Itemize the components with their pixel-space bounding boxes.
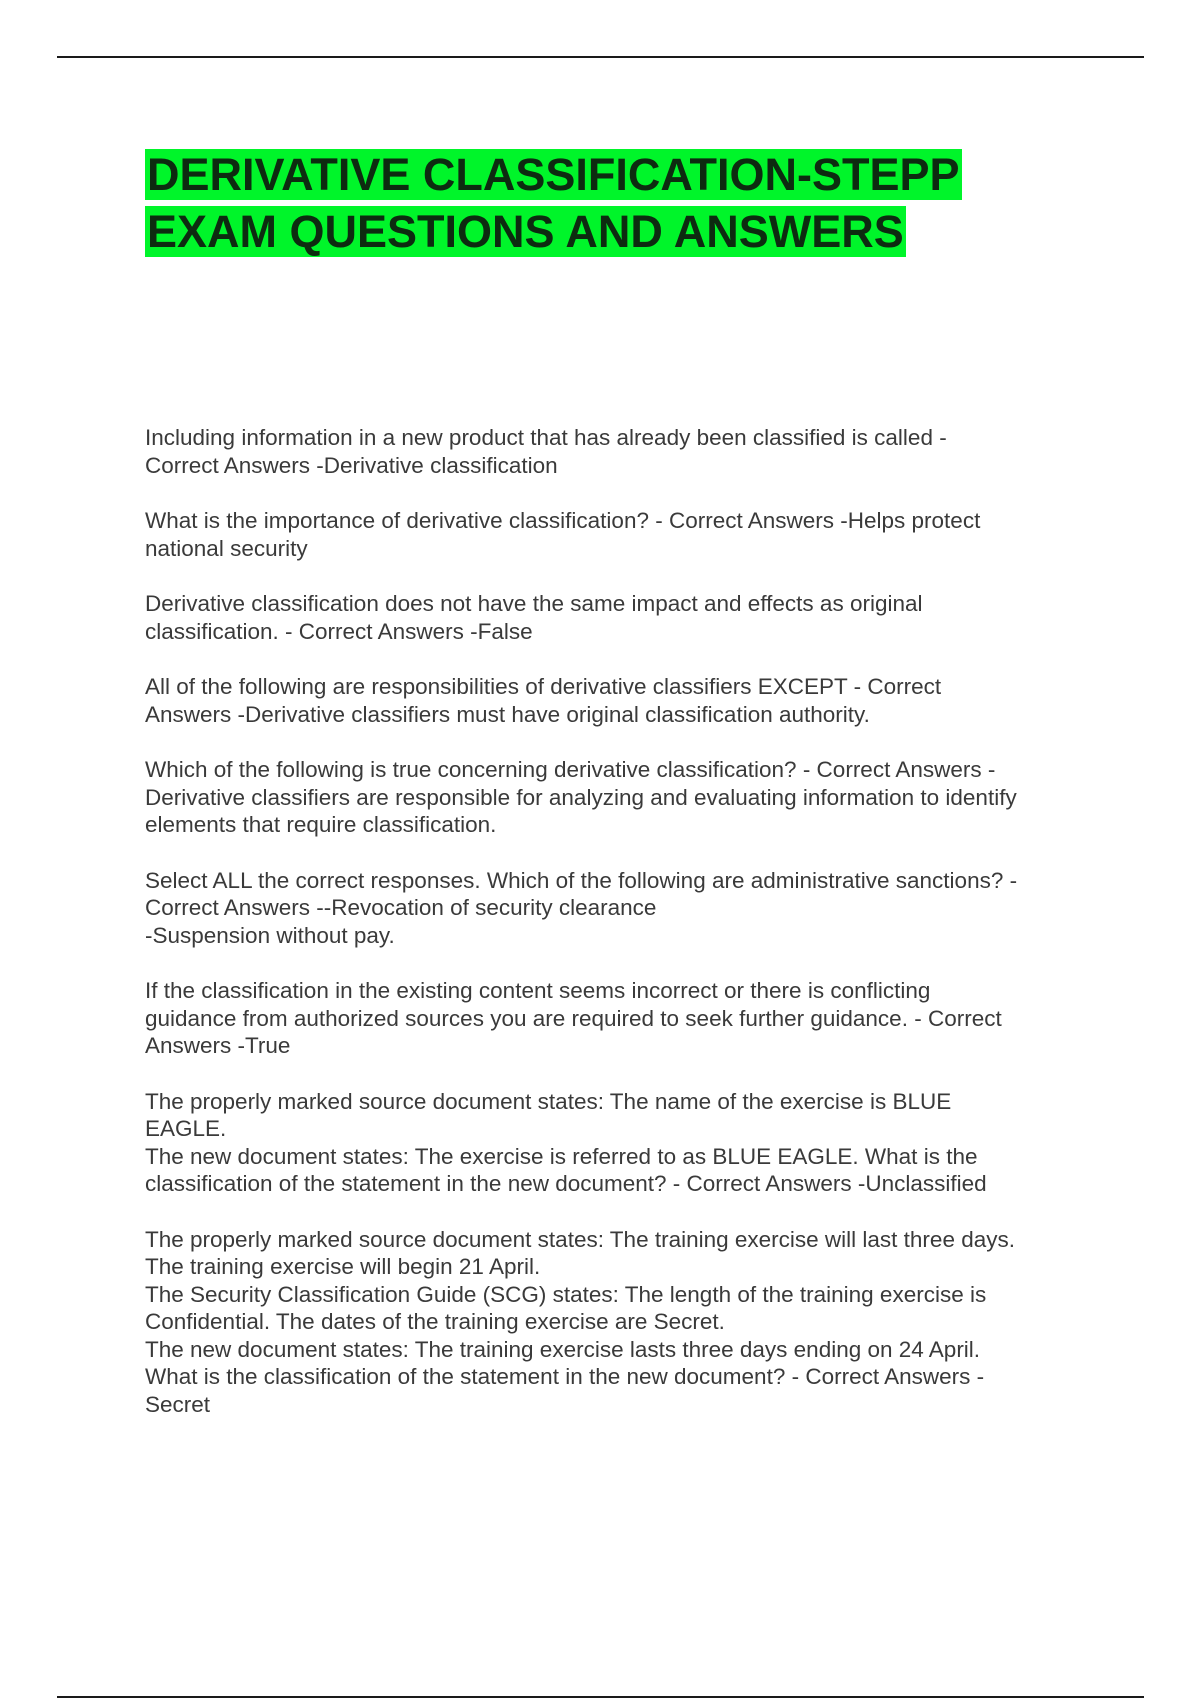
qa-line: What is the importance of derivative classification? - Correct Answers -Helps protect: [145, 508, 981, 533]
qa-item: [145, 756, 1095, 839]
qa-line: Derivative classifiers are responsible for analyzing and evaluating information to identify: [145, 784, 1017, 810]
qa-line: The Security Classification Guide (SCG) states: The length of the training exercise is: [145, 1281, 987, 1307]
qa-line: -Suspension without pay.: [145, 922, 395, 948]
qa-line: Select ALL the correct responses. Which of the following are administrative sanctions? -: [145, 867, 1018, 893]
title-line-2: EXAM QUESTIONS AND ANSWERS: [147, 206, 904, 257]
title-line-1: DERIVATIVE CLASSIFICATION-STEPP: [147, 149, 960, 200]
qa-list: [145, 424, 1095, 1446]
qa-line: The new document states: The training exercise lasts three days ending on 24 April.: [145, 1336, 981, 1362]
qa-line: Confidential. The dates of the training exercise are Secret.: [145, 1309, 725, 1334]
bottom-rule: [57, 1696, 1144, 1698]
qa-line: classification of the statement in the new document? - Correct Answers -Unclassified: [145, 1171, 987, 1196]
qa-line: All of the following are responsibilities of derivative classifiers EXCEPT - Correct: [145, 674, 942, 699]
qa-line: Answers -True: [145, 1033, 291, 1058]
qa-line: Secret: [145, 1391, 211, 1417]
qa-item: [145, 1226, 1095, 1419]
qa-line: EAGLE.: [145, 1116, 227, 1141]
qa-line: The properly marked source document states: The training exercise will last three days.: [145, 1226, 1015, 1252]
qa-line: Correct Answers -Derivative classification: [145, 452, 558, 478]
qa-item: [145, 590, 1095, 645]
qa-line: Derivative classification does not have the same impact and effects as original: [145, 591, 923, 616]
qa-line: Answers -Derivative classifiers must have original classification authority.: [145, 701, 870, 727]
qa-line: If the classification in the existing content seems incorrect or there is conflicting: [145, 978, 931, 1003]
qa-line: Which of the following is true concerning derivative classification? - Correct Answers -: [145, 757, 996, 782]
qa-line: The properly marked source document states: The name of the exercise is BLUE: [145, 1088, 952, 1114]
qa-item: [145, 867, 1095, 950]
qa-line: elements that require classification.: [145, 812, 497, 837]
qa-line: Correct Answers --Revocation of security clearance: [145, 895, 657, 920]
qa-item: [145, 507, 1095, 562]
qa-line: guidance from authorized sources you are required to seek further guidance. - Correct: [145, 1005, 1002, 1031]
qa-line: Including information in a new product that has already been classified is called -: [145, 425, 947, 450]
qa-item: [145, 424, 1095, 479]
qa-item: [145, 673, 1095, 728]
qa-line: national security: [145, 535, 308, 561]
top-rule: [57, 56, 1144, 58]
qa-line: The new document states: The exercise is referred to as BLUE EAGLE. What is the: [145, 1143, 978, 1169]
page-title: [145, 146, 1045, 260]
qa-item: [145, 1088, 1095, 1198]
qa-line: The training exercise will begin 21 April.: [145, 1254, 541, 1279]
qa-item: [145, 977, 1095, 1060]
qa-line: classification. - Correct Answers -False: [145, 618, 533, 644]
qa-line: What is the classification of the statement in the new document? - Correct Answers -: [145, 1364, 985, 1389]
